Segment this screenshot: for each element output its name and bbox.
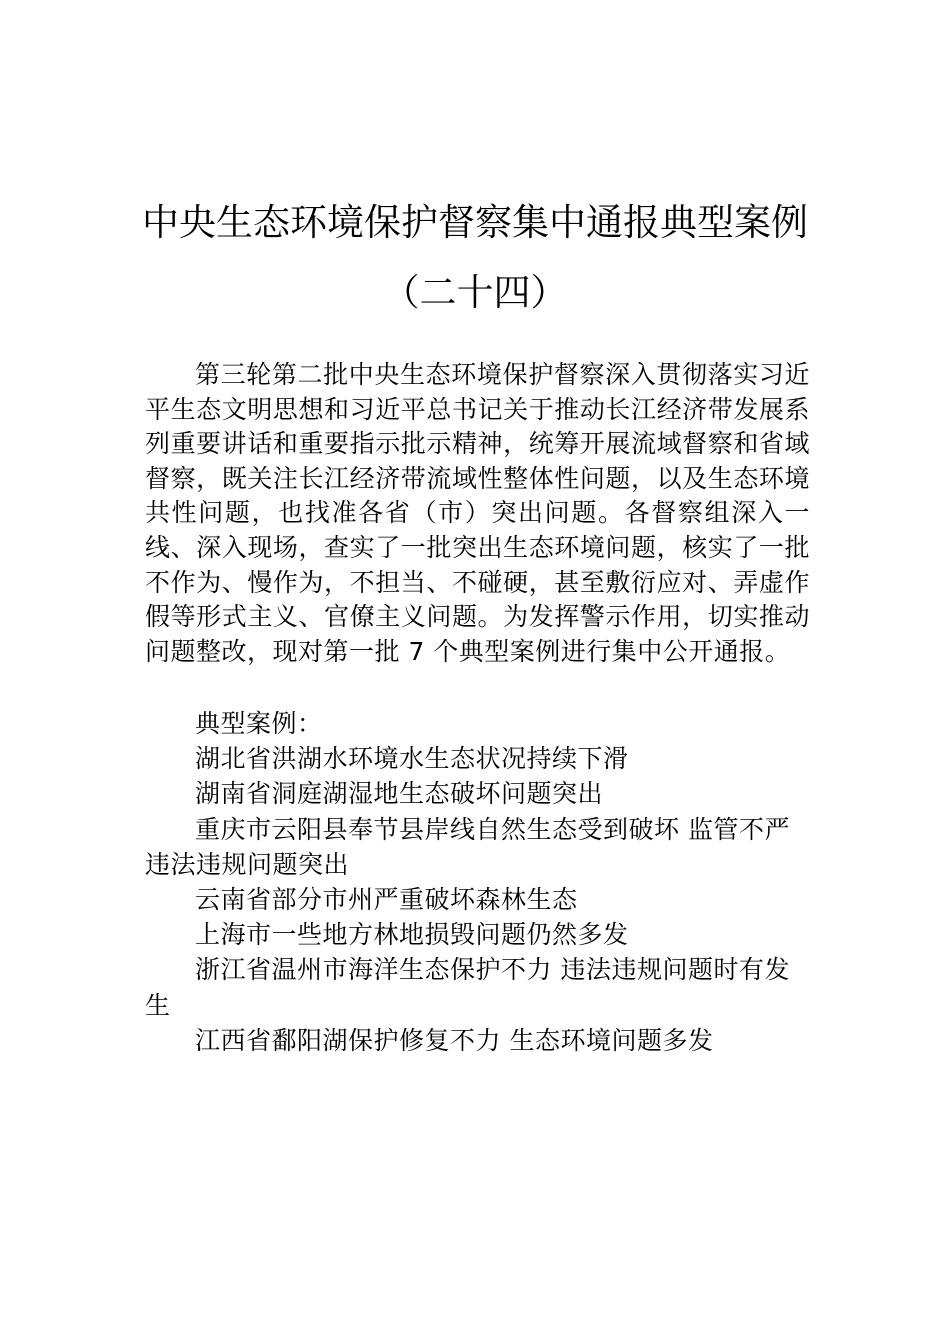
- document-subtitle: （二十四）: [382, 271, 568, 314]
- cases-list: [145, 706, 810, 1058]
- intro-paragraph: 第三轮第二批中央生态环境保护督察深入贯彻落实习近平生态文明思想和习近平总书记关于推动长江经济带发展系列重要讲话和重要指示批示精神，统筹开展流域督察和省域督察，既关注长江经济带流域性整体性问题，以及生态环境共性问题，也找准各省（市）突出问题。各督察组深入一线、深入现场，查实了一批突出生态环境问题，核实了一批不作为、慢作为，不担当、不碰硬，甚至敷衍应对、弄虚作假等形式主义、官僚主义问题。为发挥警示作用，切实推动问题整改，现对第一批 7 个典型案例进行集中公开通报。: [145, 360, 810, 666]
- document-title: 中央生态环境保护督察集中通报典型案例: [142, 201, 808, 244]
- list-item: 浙江省温州市海洋生态保护不力 违法违规问题时有发生: [145, 955, 790, 1020]
- list-item: 湖北省洪湖水环境水生态状况持续下滑: [195, 744, 629, 774]
- list-item: 湖南省洞庭湖湿地生态破坏问题突出: [195, 779, 604, 809]
- cases-heading: 典型案例：: [195, 709, 323, 738]
- list-item: 云南省部分市州严重破坏森林生态: [195, 885, 578, 915]
- list-item: 上海市一些地方林地损毁问题仍然多发: [195, 920, 629, 950]
- list-item: 重庆市云阳县奉节县岸线自然生态受到破坏 监管不严违法违规问题突出: [145, 814, 790, 879]
- list-item: 江西省鄱阳湖保护修复不力 生态环境问题多发: [195, 1025, 714, 1055]
